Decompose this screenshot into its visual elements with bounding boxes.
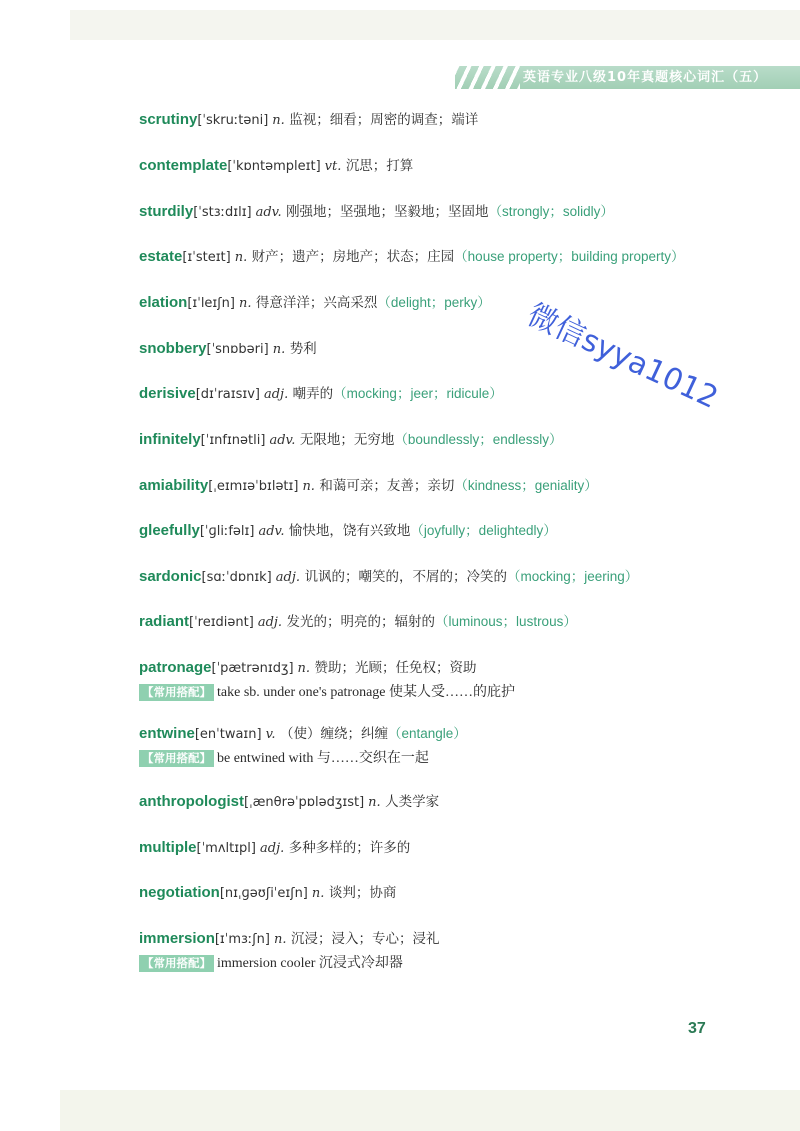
definition: 沉浸；浸入；专心；浸礼 [290,931,440,947]
vocab-entry [139,722,779,768]
definition: 得意洋洋；兴高采烈 [255,295,378,311]
entry-line [139,722,779,746]
definition: 愉快地，饶有兴致地 [288,523,411,539]
vocab-entry [139,927,779,973]
part-of-speech: adv. [269,433,296,448]
headword: anthropologist [139,793,244,810]
definition: 沉思；打算 [345,158,414,174]
entry-line [139,108,779,132]
entry-line [139,565,779,589]
synonyms: （luminous；lustrous） [435,614,577,629]
entry-line [139,245,779,269]
entry-line [139,382,779,406]
synonyms: （entangle） [387,726,467,741]
phonetic: [ˈɡliːfəlɪ] [199,524,255,539]
entry-line [139,610,779,634]
part-of-speech: adv. [255,205,282,220]
headword: derisive [139,385,196,402]
bottom-band [60,1090,800,1131]
headword: sardonic [139,568,202,585]
collocation-line [139,746,779,768]
phonetic: [dɪˈraɪsɪv] [195,387,260,402]
vocab-entry [139,154,779,178]
headword: radiant [139,613,190,630]
vocab-entry [139,108,779,132]
collocation-line [139,951,779,973]
phonetic: [ɪˈleɪʃn] [187,296,235,311]
vocab-entry [139,656,779,702]
phonetic: [ˈskruːtəni] [197,113,269,128]
definition: （使）缠绕；纠缠 [279,726,388,742]
part-of-speech: n. [302,479,315,494]
page-number: 37 [688,1020,706,1037]
headword: negotiation [139,884,220,901]
headword: immersion [139,930,215,947]
phonetic: [enˈtwaɪn] [194,727,262,742]
entry-line [139,790,779,814]
entry-line [139,428,779,452]
synonyms: （delight；perky） [377,295,491,310]
collocation: immersion cooler 沉浸式冷却器 [217,956,403,971]
synonyms: （joyfully；delightedly） [410,523,557,538]
definition: 和蔼可亲；友善；亲切 [319,478,455,494]
definition: 赞助；光顾；任免权；资助 [314,660,477,676]
synonyms: （mocking；jeer；ridicule） [333,386,503,401]
top-band [70,10,800,40]
collocation-tag: 【常用搭配】 [139,955,214,972]
vocab-entry [139,200,779,224]
headword: patronage [139,659,212,676]
headword: sturdily [139,203,194,220]
definition: 发光的；明亮的；辐射的 [286,614,436,630]
vocab-entry [139,245,779,269]
part-of-speech: n. [272,113,285,128]
phonetic: [ˈstɜːdɪlɪ] [193,205,252,220]
headword: gleefully [139,522,200,539]
entry-line [139,337,779,361]
vocab-entry [139,382,779,406]
part-of-speech: n. [273,932,287,947]
part-of-speech: n. [234,250,248,265]
watermark: 微信syya1012 [521,297,724,416]
synonyms: （strongly；solidly） [488,204,614,219]
part-of-speech: adj. [257,615,283,630]
entry-line [139,881,779,905]
headword: estate [139,248,183,265]
part-of-speech: adj. [260,841,285,856]
definition: 多种多样的；许多的 [288,840,411,856]
vocab-entry [139,519,779,543]
collocation-line [139,680,779,702]
phonetic: [ˈsnɒbəri] [206,342,269,357]
definition: 势利 [289,341,317,357]
definition: 嘲弄的 [292,386,334,402]
entry-line [139,519,779,543]
headword: multiple [139,839,197,856]
running-header [455,66,800,89]
vocab-entry [139,790,779,814]
part-of-speech: vt. [324,159,342,174]
definition: 财产；遗产；房地产；状态；庄园 [251,249,455,265]
phonetic: [ɪˈmɜːʃn] [214,932,270,947]
part-of-speech: v. [265,727,276,742]
part-of-speech: adj. [263,387,289,402]
definition: 谈判；协商 [328,885,397,901]
entry-line [139,927,779,951]
vocab-entry [139,881,779,905]
definition: 无限地；无穷地 [299,432,395,448]
headword: entwine [139,725,195,742]
headword: contemplate [139,157,228,174]
definition: 监视；细看；周密的调查；端详 [289,112,479,128]
phonetic: [sɑːˈdɒnɪk] [201,570,272,585]
synonyms: （house property；building property） [454,249,685,264]
part-of-speech: adv. [258,524,285,539]
synonyms: （boundlessly；endlessly） [394,432,563,447]
vocab-entry [139,291,779,315]
entry-line [139,836,779,860]
part-of-speech: n. [272,342,286,357]
phonetic: [ˌænθrəˈpɒlədʒɪst] [244,795,365,810]
entry-line [139,200,779,224]
header-stripes [455,66,520,89]
phonetic: [ˈpætrənɪdʒ] [211,661,294,676]
entry-line [139,291,779,315]
part-of-speech: n. [238,296,252,311]
headword: scrutiny [139,111,198,128]
entry-line [139,656,779,680]
collocation: be entwined with 与……交织在一起 [217,751,429,766]
entry-line [139,474,779,498]
headword: amiability [139,477,209,494]
phonetic: [ˌeɪmɪəˈbɪlətɪ] [208,479,299,494]
synonyms: （mocking；jeering） [506,569,639,584]
headword: snobbery [139,340,207,357]
synonyms: （kindness；geniality） [454,478,598,493]
definition: 讥讽的；嘲笑的，不屑的；冷笑的 [304,569,507,585]
part-of-speech: n. [297,661,311,676]
definition: 人类学家 [385,794,440,810]
phonetic: [ˈɪnfɪnətli] [200,433,266,448]
vocab-entry [139,565,779,589]
phonetic: [ˈkɒntəmpleɪt] [227,159,321,174]
collocation-tag: 【常用搭配】 [139,750,214,767]
running-header-title: 英语专业八级10年真题核心词汇（五） [523,70,768,85]
entry-line [139,154,779,178]
phonetic: [ɪˈsteɪt] [182,250,231,265]
phonetic: [ˈreɪdiənt] [189,615,254,630]
headword: elation [139,294,188,311]
headword: infinitely [139,431,201,448]
vocab-entry [139,337,779,361]
part-of-speech: adj. [275,570,301,585]
vocab-entry [139,428,779,452]
part-of-speech: n. [368,795,381,810]
phonetic: [ˈmʌltɪpl] [196,841,256,856]
phonetic: [nɪˌɡəʊʃiˈeɪʃn] [219,886,308,901]
collocation: take sb. under one's patronage 使某人受……的庇护 [217,685,516,700]
vocab-entry [139,474,779,498]
part-of-speech: n. [311,886,325,901]
definition: 刚强地；坚强地；坚毅地；坚固地 [286,204,489,220]
vocab-entry [139,836,779,860]
vocab-entry [139,610,779,634]
collocation-tag: 【常用搭配】 [139,684,214,701]
